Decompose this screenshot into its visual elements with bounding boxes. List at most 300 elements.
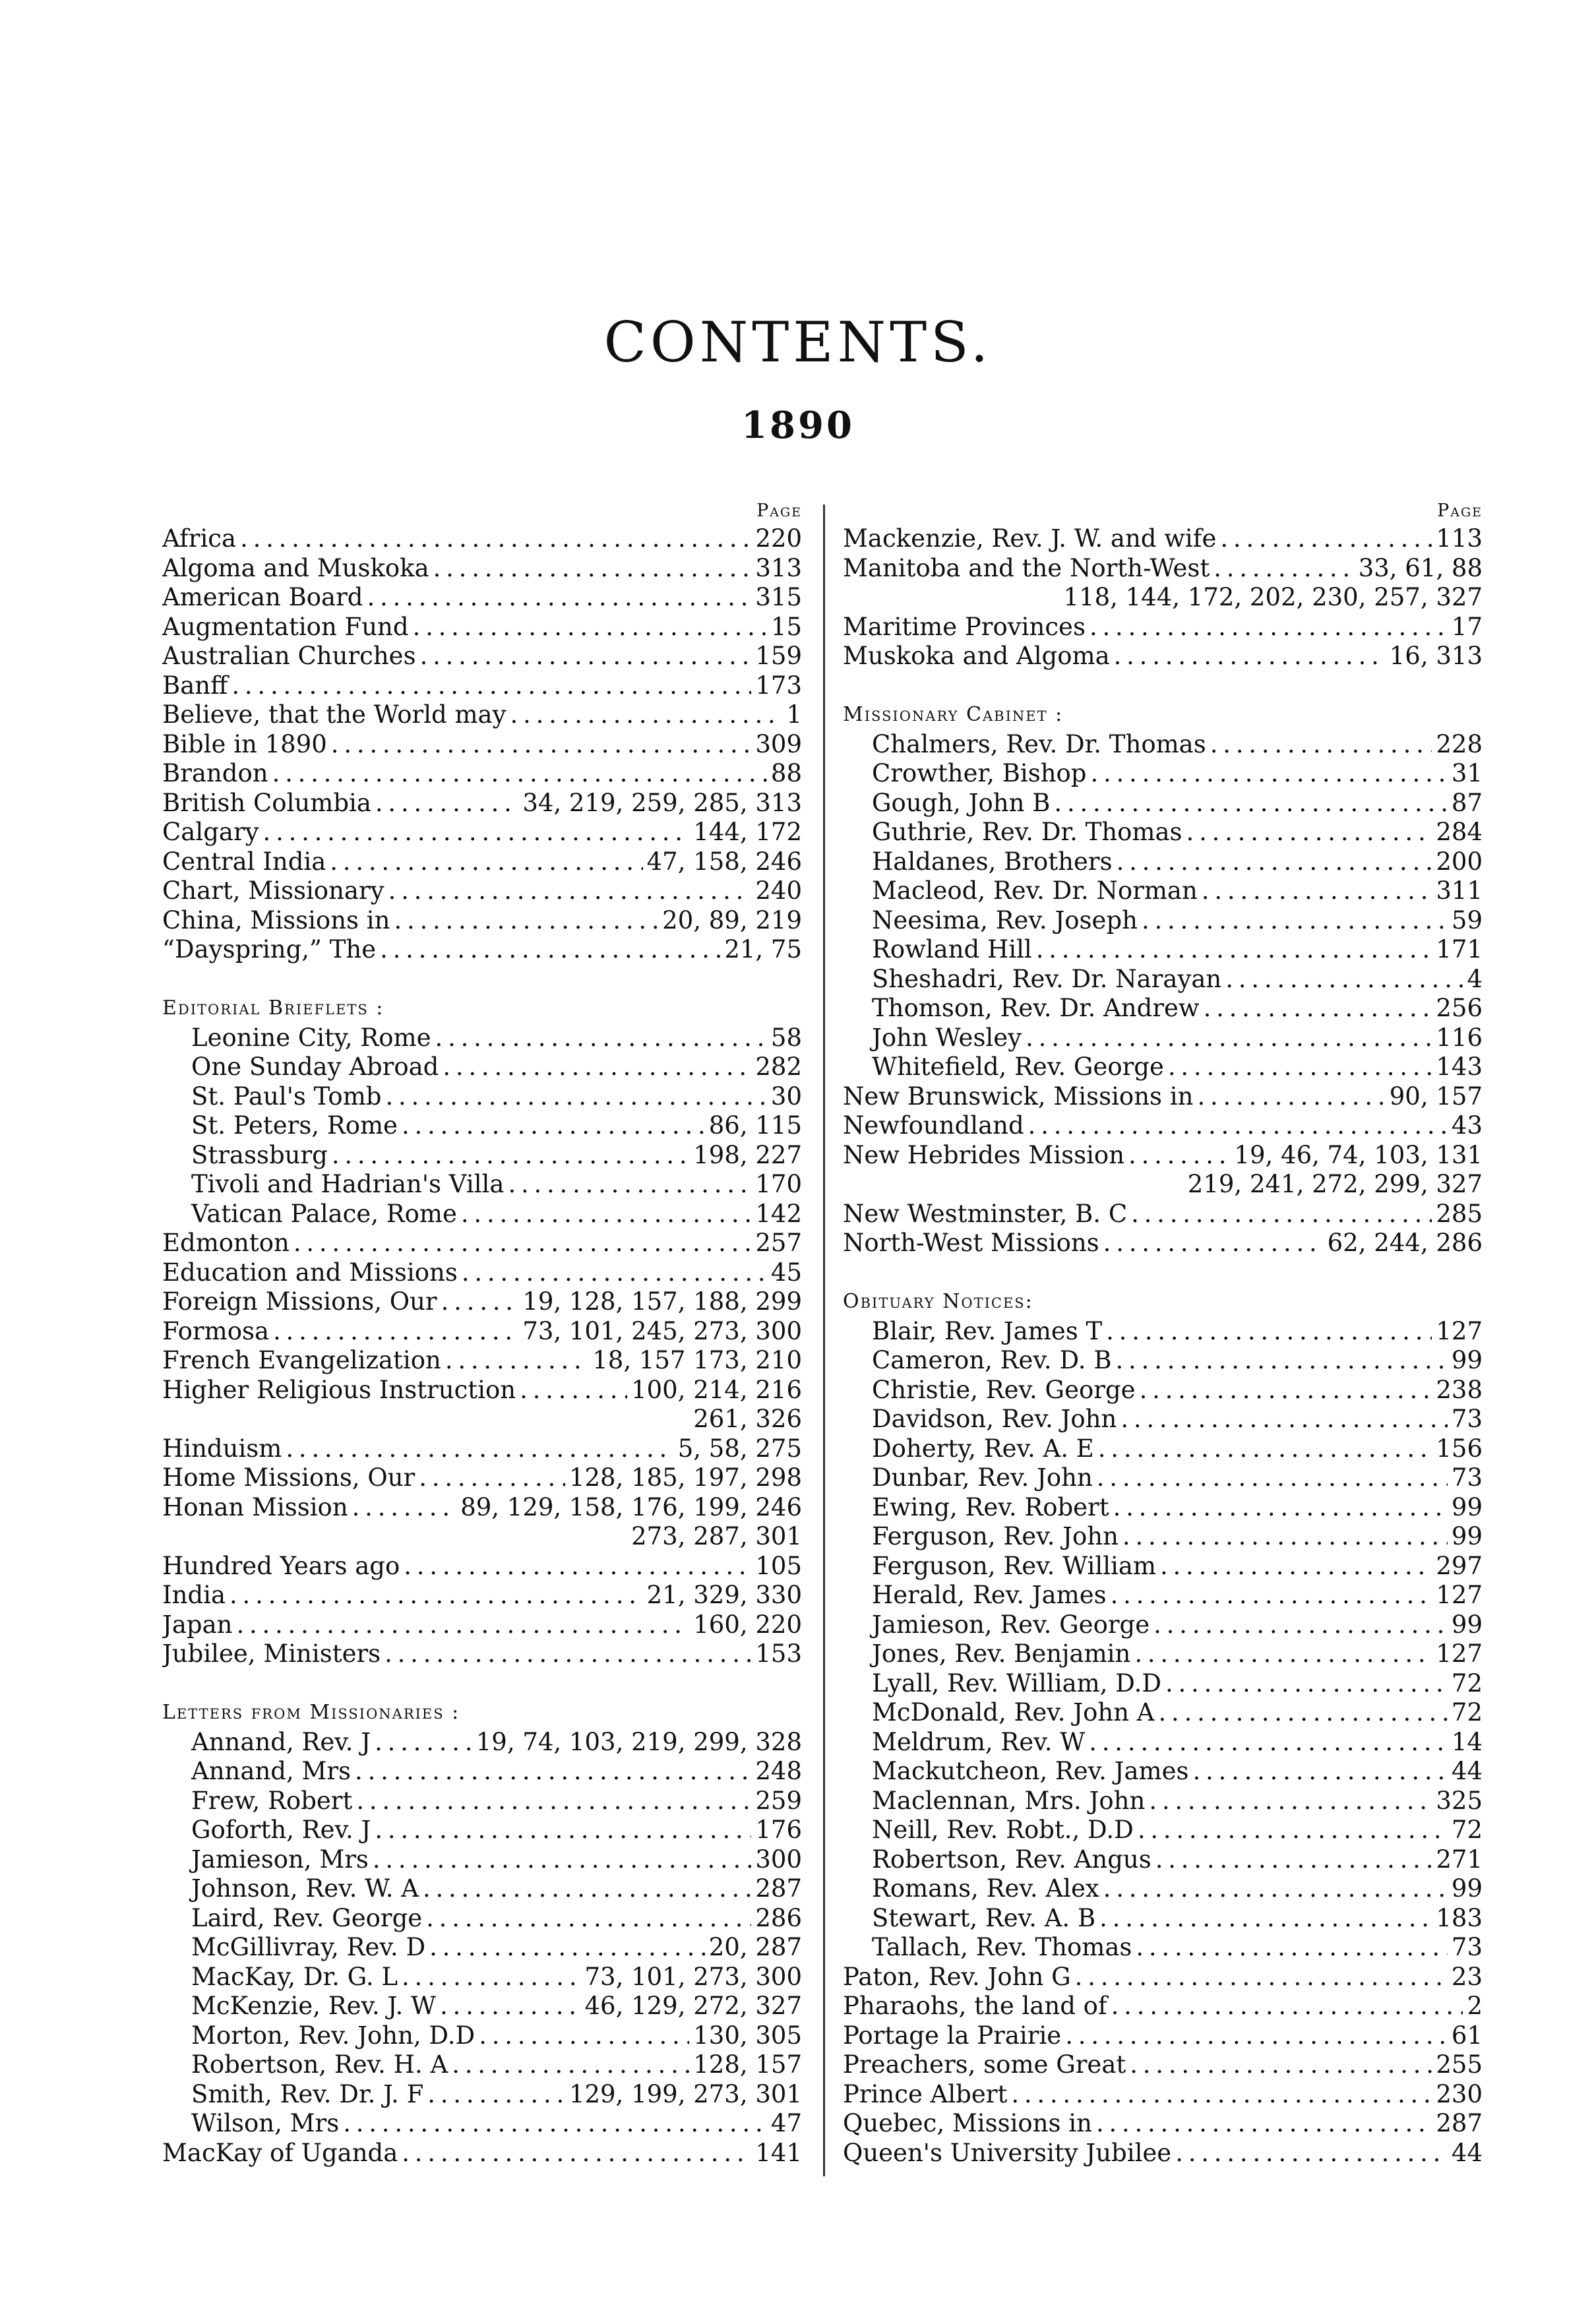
entry-label: Romans, Rev. Alex — [872, 1874, 1099, 1903]
contents-entry — [843, 2080, 1483, 2110]
entry-page-numbers: 31 — [1451, 759, 1483, 787]
dot-leader — [1097, 1463, 1448, 1493]
entry-label: Meldrum, Rev. W — [872, 1727, 1086, 1756]
entry-page-numbers: 20, 287 — [708, 1933, 802, 1961]
dot-leader — [1136, 1933, 1448, 1963]
entry-label: New Brunswick, Missions in — [843, 1082, 1194, 1111]
contents-entry — [843, 965, 1483, 995]
contents-entry — [843, 1522, 1483, 1552]
entry-label: Wilson, Mrs — [191, 2109, 340, 2137]
dot-leader — [375, 789, 518, 818]
entry-page-numbers: 311 — [1436, 876, 1483, 905]
entry-label: Preachers, some Great — [843, 2050, 1126, 2079]
entry-page-numbers: 128, 157 — [693, 2050, 802, 2079]
entry-label: “Dayspring,” The — [162, 935, 377, 964]
section-spacer — [162, 1669, 802, 1699]
entry-page-numbers: 220 — [755, 524, 802, 553]
entry-continuation — [843, 583, 1483, 613]
dot-leader — [1114, 642, 1386, 671]
entry-page-numbers: 59 — [1451, 905, 1483, 934]
contents-entry — [843, 2139, 1483, 2168]
contents-entry — [162, 1992, 802, 2021]
contents-entry — [162, 847, 802, 877]
contents-entry — [843, 1493, 1483, 1523]
right-entries — [843, 524, 1483, 2168]
entry-label: Tivoli and Hadrian's Villa — [191, 1170, 505, 1198]
dot-leader — [1140, 1376, 1432, 1405]
contents-entry — [843, 1376, 1483, 1405]
entry-page-numbers: 238 — [1436, 1375, 1483, 1404]
entry-page-numbers: 99 — [1451, 1522, 1483, 1550]
entry-label: Australian Churches — [162, 642, 416, 670]
dot-leader — [1122, 1522, 1448, 1552]
section-heading: Obituary Notices: — [843, 1290, 1033, 1313]
contents-entry — [843, 1787, 1483, 1816]
entry-label: Paton, Rev. John G — [843, 1962, 1071, 1991]
entry-label: Maclennan, Mrs. John — [872, 1786, 1146, 1815]
entry-page-numbers: 20, 89, 219 — [662, 905, 802, 934]
dot-leader — [1113, 1493, 1448, 1523]
entry-label: Pharaohs, the land of — [843, 1992, 1107, 2020]
dot-leader — [1138, 1816, 1448, 1845]
contents-entry — [843, 730, 1483, 760]
entry-page-numbers: 240 — [755, 876, 802, 905]
entry-page-numbers: 259 — [755, 1786, 802, 1815]
dot-leader — [1117, 847, 1432, 877]
entry-page-numbers: 286 — [755, 1903, 802, 1932]
contents-entry — [843, 1229, 1483, 1258]
contents-entry — [843, 642, 1483, 671]
contents-entry — [843, 1610, 1483, 1640]
contents-entry — [843, 1845, 1483, 1875]
dot-leader — [367, 583, 752, 613]
entry-label: New Westminster, B. C — [843, 1199, 1128, 1228]
contents-entry — [162, 1874, 802, 1904]
contents-entry — [843, 935, 1483, 965]
entry-label: French Evangelization — [162, 1346, 441, 1374]
entry-label: Japan — [162, 1610, 233, 1639]
entry-label: China, Missions in — [162, 905, 390, 934]
dot-leader — [520, 1376, 627, 1405]
dot-leader — [1134, 1639, 1432, 1669]
dot-leader — [1128, 1141, 1230, 1171]
entry-label: Mackutcheon, Rev. James — [872, 1757, 1189, 1785]
dot-leader — [1075, 1963, 1448, 1992]
dot-leader — [375, 1816, 751, 1845]
contents-entry — [843, 789, 1483, 818]
entry-label: Goforth, Rev. J — [191, 1816, 371, 1844]
contents-entry — [162, 2109, 802, 2139]
dot-leader — [445, 1346, 588, 1376]
entry-page-numbers: 127 — [1436, 1581, 1483, 1609]
contents-entry — [162, 1287, 802, 1317]
entry-page-numbers: 219, 241, 272, 299, 327 — [1187, 1170, 1483, 1198]
dot-leader — [1220, 524, 1432, 554]
entry-label: Queen's University Jubilee — [843, 2138, 1172, 2167]
dot-leader — [435, 1024, 767, 1053]
entry-page-numbers: 18, 157 173, 210 — [592, 1346, 802, 1374]
contents-entry — [843, 554, 1483, 584]
contents-entry — [162, 2021, 802, 2051]
dot-leader — [419, 1463, 565, 1493]
entry-page-numbers: 118, 144, 172, 202, 230, 257, 327 — [1063, 583, 1483, 611]
entry-page-numbers: 282 — [755, 1053, 802, 1081]
entry-page-numbers: 72 — [1451, 1669, 1483, 1698]
entry-page-numbers: 141 — [755, 2138, 802, 2167]
entry-page-numbers: 73, 101, 273, 300 — [584, 1962, 802, 1991]
entry-page-numbers: 72 — [1451, 1816, 1483, 1844]
dot-leader — [443, 1053, 751, 1082]
entry-label: Ferguson, Rev. John — [872, 1522, 1119, 1550]
entry-label: Neesima, Rev. Joseph — [872, 905, 1138, 934]
contents-entry — [843, 1669, 1483, 1699]
contents-entry — [162, 1493, 802, 1523]
entry-label: Macleod, Rev. Dr. Norman — [872, 876, 1198, 905]
contents-entry — [843, 1963, 1483, 1992]
contents-entry — [843, 847, 1483, 877]
dot-leader — [1106, 1317, 1432, 1347]
entry-label: Hinduism — [162, 1434, 282, 1463]
entry-label: Christie, Rev. George — [872, 1375, 1136, 1404]
contents-entry — [162, 789, 802, 818]
entry-page-numbers: 230 — [1436, 2079, 1483, 2108]
dot-leader — [388, 876, 752, 906]
entry-page-numbers: 44 — [1451, 1757, 1483, 1785]
entry-label: Crowther, Bishop — [872, 759, 1087, 787]
contents-entry — [162, 1434, 802, 1464]
entry-page-numbers: 19, 46, 74, 103, 131 — [1234, 1140, 1483, 1169]
contents-entry — [162, 1229, 802, 1258]
contents-entry — [162, 1346, 802, 1376]
contents-entry — [162, 1963, 802, 1992]
dot-leader — [332, 1141, 689, 1171]
entry-label: Jamieson, Rev. George — [872, 1610, 1150, 1639]
dot-leader — [1142, 906, 1448, 936]
entry-page-numbers: 228 — [1436, 729, 1483, 758]
dot-leader — [1160, 1552, 1432, 1581]
entry-label: Chart, Missionary — [162, 876, 384, 905]
dot-leader — [1149, 1787, 1432, 1816]
entry-page-numbers: 143 — [1436, 1053, 1483, 1081]
entry-label: Honan Mission — [162, 1492, 348, 1521]
entry-page-numbers: 61 — [1451, 2021, 1483, 2050]
dot-leader — [373, 1845, 751, 1875]
entry-label: Ewing, Rev. Robert — [872, 1492, 1109, 1521]
entry-page-numbers: 171 — [1436, 935, 1483, 964]
contents-entry — [162, 524, 802, 554]
dot-leader — [1111, 1581, 1432, 1610]
entry-page-numbers: 300 — [755, 1845, 802, 1874]
contents-entry — [843, 1346, 1483, 1376]
dot-leader — [452, 2050, 689, 2080]
dot-leader — [1225, 965, 1463, 995]
dot-leader — [1130, 2050, 1432, 2080]
entry-label: Smith, Rev. Dr. J. F — [191, 2079, 424, 2108]
contents-entry — [162, 1376, 802, 1405]
entry-label: Brandon — [162, 759, 268, 787]
entry-page-numbers: 200 — [1436, 847, 1483, 876]
dot-leader — [1153, 1610, 1448, 1640]
dot-leader — [462, 1258, 767, 1288]
entry-page-numbers: 287 — [755, 1874, 802, 1903]
contents-entry — [162, 2050, 802, 2080]
dot-leader — [230, 1581, 643, 1610]
contents-entry — [843, 1581, 1483, 1610]
contents-entry — [843, 818, 1483, 847]
entry-label: John Wesley — [872, 1023, 1022, 1052]
entry-page-numbers: 58 — [770, 1023, 802, 1052]
contents-entry — [162, 1610, 802, 1640]
dot-leader — [1116, 1346, 1448, 1376]
entry-page-numbers: 127 — [1436, 1639, 1483, 1668]
entry-page-numbers: 105 — [755, 1551, 802, 1580]
dot-leader — [1065, 2021, 1448, 2051]
contents-entry — [843, 1082, 1483, 1112]
dot-leader — [508, 1170, 751, 1200]
dot-leader — [355, 1757, 751, 1787]
entry-label: Robertson, Rev. H. A — [191, 2050, 448, 2079]
entry-page-numbers: 173 — [755, 671, 802, 700]
dot-leader — [1011, 2080, 1432, 2110]
entry-page-numbers: 44 — [1451, 2138, 1483, 2167]
contents-entry — [162, 1258, 802, 1288]
contents-entry — [162, 2080, 802, 2110]
entry-page-numbers: 99 — [1451, 1610, 1483, 1639]
entry-page-numbers: 271 — [1436, 1845, 1483, 1874]
contents-entry — [162, 935, 802, 965]
entry-label: Annand, Mrs — [191, 1757, 352, 1785]
entry-page-numbers: 43 — [1451, 1111, 1483, 1140]
dot-leader — [1168, 1053, 1432, 1082]
entry-label: Maritime Provinces — [843, 612, 1086, 641]
contents-entry — [843, 1698, 1483, 1728]
contents-entry — [843, 1816, 1483, 1845]
dot-leader — [1165, 1669, 1448, 1699]
entry-page-numbers: 198, 227 — [693, 1140, 802, 1169]
dot-leader — [343, 2109, 767, 2139]
entry-page-numbers: 144, 172 — [693, 818, 802, 846]
entry-label: Haldanes, Brothers — [872, 847, 1113, 876]
contents-entry — [162, 1141, 802, 1171]
dot-leader — [263, 818, 690, 847]
contents-entry — [843, 524, 1483, 554]
contents-entry — [162, 906, 802, 936]
entry-label: Algoma and Muskoka — [162, 553, 429, 582]
entry-page-numbers: 297 — [1436, 1551, 1483, 1580]
dot-leader — [1197, 1082, 1385, 1112]
contents-entry — [843, 2021, 1483, 2051]
contents-entry — [162, 1552, 802, 1581]
dot-leader — [1210, 730, 1432, 760]
entry-page-numbers: 16, 313 — [1389, 642, 1483, 670]
entry-page-numbers: 256 — [1436, 994, 1483, 1022]
dot-leader — [1131, 1200, 1432, 1229]
contents-entry — [843, 1200, 1483, 1229]
entry-label: Morton, Rev. John, D.D — [191, 2021, 476, 2050]
entry-label: Edmonton — [162, 1229, 290, 1257]
dot-leader — [1098, 1434, 1432, 1464]
contents-entry — [843, 2109, 1483, 2139]
entry-page-numbers: 156 — [1436, 1434, 1483, 1463]
entry-page-numbers: 273, 287, 301 — [631, 1522, 802, 1550]
entry-page-numbers: 257 — [755, 1229, 802, 1257]
dot-leader — [461, 1200, 751, 1229]
entry-page-numbers: 100, 214, 216 — [631, 1375, 802, 1404]
dot-leader — [1186, 818, 1432, 847]
contents-entry — [843, 1904, 1483, 1934]
entry-page-numbers: 21, 75 — [724, 935, 802, 964]
entry-page-numbers: 46, 129, 272, 327 — [584, 1992, 802, 2020]
contents-left-column — [162, 498, 802, 2168]
entry-label: MacKay, Dr. G. L — [191, 1962, 398, 1991]
entry-label: Doherty, Rev. A. E — [872, 1434, 1094, 1463]
contents-entry — [162, 1082, 802, 1112]
entry-page-numbers: 116 — [1436, 1023, 1483, 1052]
dot-leader — [420, 642, 752, 671]
dot-leader — [1099, 1904, 1432, 1934]
entry-label: Home Missions, Our — [162, 1463, 415, 1492]
entry-page-numbers: 159 — [755, 642, 802, 670]
entry-label: Ferguson, Rev. William — [872, 1551, 1157, 1580]
dot-leader — [394, 906, 658, 936]
entry-page-numbers: 23 — [1451, 1962, 1483, 1991]
entry-label: Hundred Years ago — [162, 1551, 400, 1580]
contents-entry — [162, 1170, 802, 1200]
contents-entry — [162, 1053, 802, 1082]
dot-leader — [1090, 613, 1448, 642]
contents-entry — [162, 1463, 802, 1493]
dot-leader — [293, 1229, 752, 1258]
contents-entry — [843, 1874, 1483, 1904]
entry-label: Sheshadri, Rev. Dr. Narayan — [872, 964, 1222, 993]
entry-label: Jamieson, Mrs — [191, 1845, 369, 1874]
entry-page-numbers: 127 — [1436, 1316, 1483, 1345]
entry-page-numbers: 170 — [755, 1170, 802, 1198]
entry-page-numbers: 47 — [770, 2109, 802, 2137]
dot-leader — [1204, 994, 1432, 1024]
entry-page-numbers: 72 — [1451, 1698, 1483, 1727]
entry-page-numbers: 287 — [1436, 2109, 1483, 2137]
entry-label: Whitefield, Rev. George — [872, 1053, 1164, 1081]
entry-page-numbers: 87 — [1451, 788, 1483, 817]
entry-label: British Columbia — [162, 788, 371, 817]
entry-label: Rowland Hill — [872, 935, 1032, 964]
contents-entry — [843, 1405, 1483, 1434]
entry-continuation — [162, 1522, 802, 1552]
entry-label: Newfoundland — [843, 1111, 1024, 1140]
entry-page-numbers: 315 — [755, 583, 802, 611]
dot-leader — [1028, 1111, 1448, 1141]
contents-entry — [843, 1933, 1483, 1963]
contents-entry — [162, 1757, 802, 1787]
entry-page-numbers: 88 — [770, 759, 802, 787]
entry-page-numbers: 99 — [1451, 1874, 1483, 1903]
entry-page-numbers: 73, 101, 245, 273, 300 — [522, 1316, 802, 1345]
entry-label: Mackenzie, Rev. J. W. and wife — [843, 524, 1217, 553]
entry-label: Jones, Rev. Benjamin — [872, 1639, 1131, 1668]
entry-label: Calgary — [162, 818, 259, 846]
entry-label: Annand, Rev. J — [191, 1727, 371, 1756]
entry-label: Neill, Rev. Robt., D.D — [872, 1816, 1134, 1844]
entry-label: Prince Albert — [843, 2079, 1008, 2108]
entry-label: Bible in 1890 — [162, 729, 327, 758]
dot-leader — [441, 1287, 519, 1317]
entry-page-numbers: 30 — [770, 1082, 802, 1111]
entry-label: Dunbar, Rev. John — [872, 1463, 1093, 1492]
dot-leader — [440, 1992, 580, 2021]
entry-label: Banff — [162, 671, 228, 700]
contents-entry — [843, 994, 1483, 1024]
entry-label: Guthrie, Rev. Dr. Thomas — [872, 818, 1182, 846]
contents-entry — [843, 613, 1483, 642]
page-column-heading: Page — [756, 501, 802, 521]
dot-leader — [1054, 789, 1447, 818]
entry-page-numbers: 62, 244, 286 — [1327, 1229, 1483, 1257]
year-heading: 1890 — [741, 404, 855, 447]
dot-leader — [352, 1493, 457, 1523]
entry-page-numbers: 129, 199, 273, 301 — [568, 2079, 802, 2108]
contents-entry — [162, 642, 802, 671]
entry-label: MacKay of Uganda — [162, 2138, 398, 2167]
dot-leader — [231, 671, 751, 701]
entry-label: Manitoba and the North-West — [843, 553, 1210, 582]
contents-entry — [843, 1053, 1483, 1082]
entry-page-numbers: 86, 115 — [708, 1111, 802, 1140]
entry-label: Chalmers, Rev. Dr. Thomas — [872, 729, 1206, 758]
contents-entry — [162, 1639, 802, 1669]
entry-page-numbers: 5, 58, 275 — [677, 1434, 802, 1463]
dot-leader — [510, 700, 783, 730]
contents-entry — [162, 2139, 802, 2168]
entry-page-numbers: 248 — [755, 1757, 802, 1785]
entry-page-numbers: 14 — [1451, 1727, 1483, 1756]
entry-label: Quebec, Missions in — [843, 2109, 1092, 2137]
entry-label: Frew, Robert — [191, 1786, 353, 1815]
dot-leader — [402, 1111, 705, 1141]
entry-page-numbers: 142 — [755, 1199, 802, 1228]
entry-label: Higher Religious Instruction — [162, 1375, 516, 1404]
dot-leader — [286, 1434, 673, 1464]
entry-label: McGillivray, Rev. D — [191, 1933, 426, 1961]
entry-page-numbers: 128, 185, 197, 298 — [568, 1463, 802, 1492]
dot-leader — [1155, 1845, 1432, 1875]
entry-continuation — [843, 1170, 1483, 1200]
contents-entry — [162, 583, 802, 613]
contents-entry — [843, 1552, 1483, 1581]
dot-leader — [402, 2139, 751, 2168]
contents-entry — [162, 730, 802, 760]
entry-label: Jubilee, Ministers — [162, 1639, 381, 1668]
contents-entry — [162, 1111, 802, 1141]
contents-entry — [162, 1581, 802, 1610]
contents-entry — [162, 1816, 802, 1845]
contents-entry — [843, 906, 1483, 936]
entry-page-numbers: 176 — [755, 1816, 802, 1844]
entry-label: North-West Missions — [843, 1229, 1099, 1257]
contents-entry — [162, 1317, 802, 1347]
entry-label: Stewart, Rev. A. B — [872, 1903, 1096, 1932]
dot-leader — [1175, 2139, 1448, 2168]
entry-page-numbers: 99 — [1451, 1346, 1483, 1374]
contents-entry — [843, 1463, 1483, 1493]
entry-label: Believe, that the World may — [162, 700, 506, 729]
entry-page-numbers: 47, 158, 246 — [646, 847, 802, 876]
dot-leader — [479, 2021, 689, 2051]
contents-entry — [843, 1317, 1483, 1347]
entry-label: New Hebrides Mission — [843, 1140, 1125, 1169]
entry-continuation — [162, 1405, 802, 1434]
dot-leader — [1090, 759, 1447, 789]
